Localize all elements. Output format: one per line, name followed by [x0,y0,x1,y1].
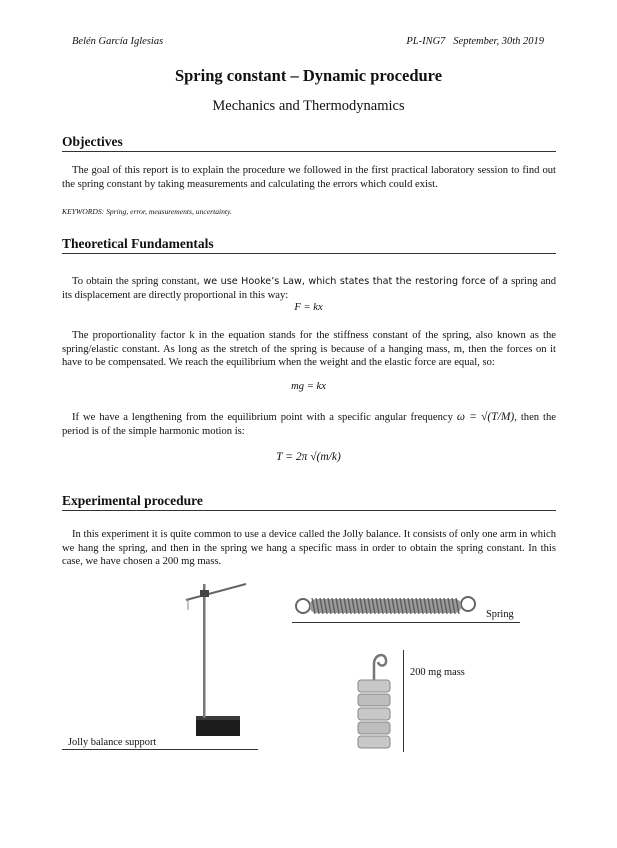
header-date: September, 30th 2019 [453,36,544,47]
spring-icon [292,590,482,622]
mass-figure [348,650,398,752]
theory-paragraph-1 [62,275,556,302]
theory-rule [62,253,556,254]
jolly-balance-figure [168,574,258,742]
theory-heading: Theoretical Fundamentals [62,236,214,251]
equation-equilibrium: mg = kx [291,381,326,392]
spring-loop-right [461,597,475,611]
experimental-rule [62,510,556,511]
mass-disc-1 [358,680,390,692]
theory-paragraph-2: The proportionality factor k in the equation stands for the stiffness constant of the spring, also known as the spring/elastic constant. As long as the stretch of the spring is because of a hanging mass, m, then the forces on it have to be compensated. We reach the equilibrium when the weight and the elastic force are equal, so: [62,330,556,368]
hookes-law-text: , we use Hooke’s Law, which states that the restoring force of a [196,276,508,287]
keywords: KEYWORDS: Spring, error, measurements, uncertainty. [62,207,232,216]
theory-p3-end: , then the period is of the simple harmonic motion is: [62,412,556,437]
spring-caption-rule [292,622,520,623]
page-subtitle: Mechanics and Thermodynamics [212,98,405,114]
mass-caption: 200 mg mass [410,667,465,678]
experimental-text: In this experiment it is quite common to use a device called the Jolly balance. It consists of only one arm in which we hang the spring, and then in the spring we hang a specific mass in order to obtain the spring constant. In this case, we have chosen a 200 mg mass. [62,529,556,567]
mass-disc-2 [358,694,390,706]
support-caption-rule [62,749,258,750]
support-clamp [200,590,209,597]
hanging-mass-icon [348,650,398,752]
spring-caption: Spring [486,609,514,620]
jolly-balance-support-icon [168,574,258,742]
mass-disc-5 [358,736,390,748]
theory-p1-end: spring and its displacement are directly proportional in this way: [62,276,557,301]
mass-disc-4 [358,722,390,734]
mass-divider [403,650,404,752]
theory-p3-start: If we have a lengthening from the equilibrium point with a specific angular frequency [72,412,453,423]
objectives-heading: Objectives [62,134,123,149]
objectives-rule [62,151,556,152]
spring-loop-left [296,599,310,613]
header-course: PL-ING7 [406,36,446,47]
header-author: Belén García Iglesias [72,36,164,47]
page-title: Spring constant – Dynamic procedure [174,66,443,85]
objectives-text: The goal of this report is to explain the procedure we followed in the first practical laboratory session to find out the spring constant by taking measurements and calculating the errors which could exist. [62,165,556,190]
header-course-date [392,36,544,47]
equation-period: T = 2π √(m/k) [276,451,341,463]
support-base-top [196,716,240,720]
support-arm [186,584,246,600]
theory-paragraph-3 [62,411,556,438]
mass-disc-3 [358,708,390,720]
mass-hook [374,655,386,680]
theory-p1-start: To obtain the spring constant [72,276,197,287]
support-rod [203,584,206,718]
support-caption: Jolly balance support [68,737,157,748]
equation-hooke: F = kx [294,302,323,313]
omega-equation: ω = √(T/M) [456,411,515,423]
spring-figure [292,590,482,622]
experimental-heading: Experimental procedure [62,493,203,508]
